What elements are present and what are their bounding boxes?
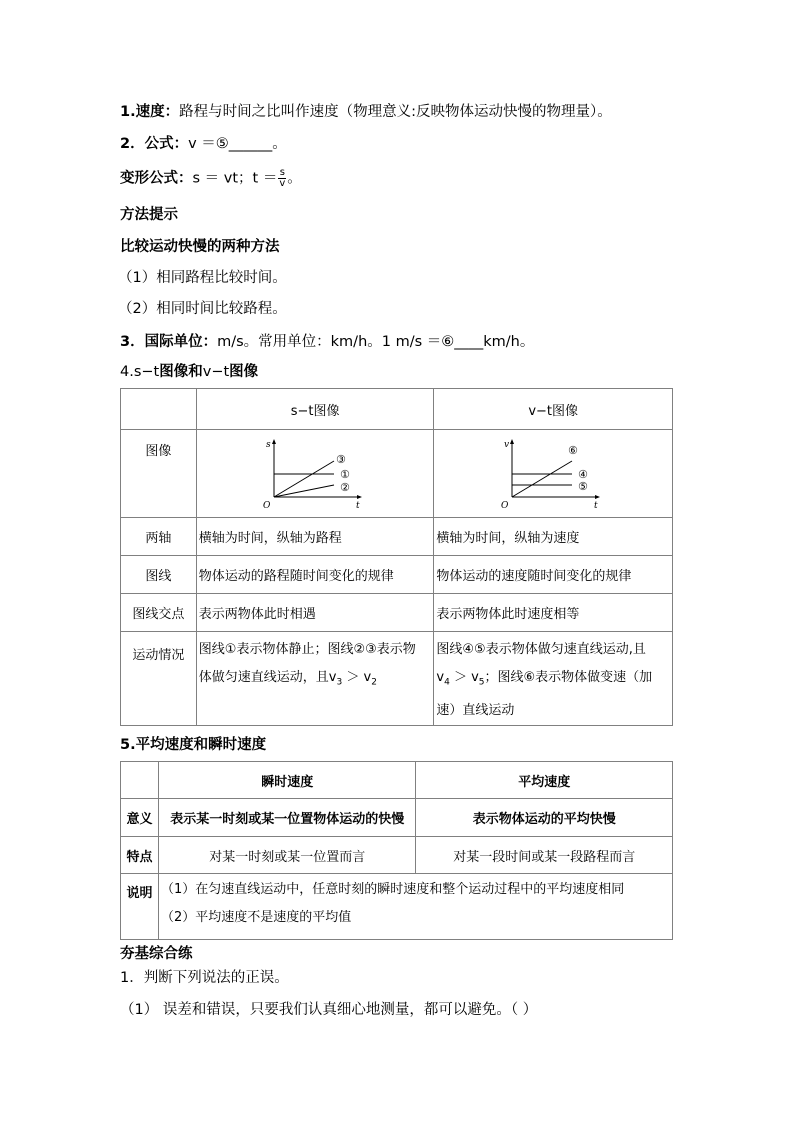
table-row — [121, 632, 673, 726]
deform-formula — [120, 168, 302, 189]
question-1: 1．判断下列说法的正误。 — [120, 970, 289, 986]
table2-row-label: 说明 — [121, 874, 159, 940]
vt-motion-text: ；图线⑥表示物体做变速（加 — [484, 670, 653, 685]
table-row — [121, 799, 673, 837]
vt-label-4: ④ — [578, 467, 589, 481]
table1-header-empty — [121, 389, 197, 430]
vt-x-arrow-icon — [595, 495, 600, 499]
section-2-formula — [120, 134, 287, 154]
st-y-label: s — [266, 439, 271, 450]
st-motion-sub: 3 — [336, 677, 343, 688]
velocity-comparison-table — [120, 761, 673, 940]
st-x-arrow-icon — [357, 495, 362, 499]
section-4-title — [120, 362, 258, 382]
table1-cell: 表示两物体此时速度相等 — [434, 594, 673, 632]
method-item-2: （2）相同时间比较路程。 — [118, 301, 287, 317]
deform-end: 。 — [287, 170, 302, 187]
table-row — [121, 837, 673, 874]
st-label-2: ② — [340, 480, 350, 494]
table1-row-label: 图线交点 — [121, 594, 197, 632]
fraction-numerator: s — [279, 167, 285, 178]
table2-row-label: 意义 — [121, 799, 159, 837]
table-row — [121, 874, 673, 940]
st-y-arrow-icon — [272, 439, 276, 444]
fraction-denominator: v — [279, 178, 286, 189]
section-2-text: v ＝⑤______。 — [188, 136, 287, 152]
vt-motion-text: ＞ v — [449, 670, 479, 685]
method-title: 方法提示 — [120, 207, 178, 223]
section-4-title-end: 图像 — [229, 364, 259, 380]
note-1: （1）在匀速直线运动中，任意时刻的瞬时速度和整个运动过程中的平均速度相同 — [160, 882, 625, 897]
vt-y-label: v — [504, 439, 510, 450]
practice-title: 夯基综合练 — [120, 946, 193, 962]
table1-row-label: 两轴 — [121, 518, 197, 556]
table2-header-instant: 瞬时速度 — [158, 762, 416, 799]
table1-cell — [434, 632, 673, 726]
st-graph — [260, 437, 370, 511]
table-row — [121, 518, 673, 556]
st-label-1: ① — [340, 467, 350, 481]
table-row — [121, 389, 673, 430]
deform-pre: s ＝ vt；t ＝ — [192, 170, 278, 187]
table1-cell: 表示两物体此时相遇 — [196, 594, 434, 632]
table2-cell: 对某一时刻或某一位置而言 — [158, 837, 416, 874]
table-row — [121, 594, 673, 632]
section-3-text: m/s。常用单位：km/h。1 m/s ＝⑥____km/h。 — [217, 334, 535, 350]
note-2: （2）平均速度不是速度的平均值 — [160, 910, 352, 925]
table1-cell: 物体运动的路程随时间变化的规律 — [196, 556, 434, 594]
table2-header-empty — [121, 762, 159, 799]
table2-cell: 表示物体运动的平均快慢 — [416, 799, 673, 837]
vt-y-arrow-icon — [510, 439, 514, 444]
vt-motion-sub: 5 — [478, 677, 485, 688]
vt-line-6 — [512, 461, 572, 497]
st-x-label: t — [356, 500, 360, 511]
section-1-speed — [120, 102, 612, 122]
table-row — [121, 762, 673, 799]
vt-graph — [498, 437, 608, 511]
table2-cell: 对某一段时间或某一段路程而言 — [416, 837, 673, 874]
table1-cell: 横轴为时间，纵轴为速度 — [434, 518, 673, 556]
section-4-title-mid: 图像和 — [159, 364, 203, 380]
table-row — [121, 430, 673, 518]
vt-motion-line-1: 图线④⑤表示物体做匀速直线运动,且 — [436, 642, 646, 657]
st-line-3 — [274, 461, 334, 497]
table1-cell: 物体运动的速度随时间变化的规律 — [434, 556, 673, 594]
vt-motion-sub: 4 — [444, 677, 450, 688]
vt-motion-line-2 — [436, 664, 670, 697]
fraction-s-over-v — [278, 168, 286, 189]
method-item-1: （1）相同路程比较时间。 — [118, 270, 287, 286]
table1-cell — [196, 632, 434, 726]
vt-x-label: t — [594, 500, 598, 511]
deform-label: 变形公式： — [120, 170, 193, 187]
st-graph-cell — [196, 430, 434, 518]
vt-motion-text: v — [436, 670, 445, 685]
table2-cell: 表示某一时刻或某一位置物体运动的快慢 — [158, 799, 416, 837]
st-motion-line-2 — [199, 664, 432, 697]
section-1-label: 1.速度： — [120, 104, 180, 120]
section-2-label: 2．公式： — [120, 136, 189, 152]
st-motion-text: 体做匀速直线运动，且v — [198, 670, 337, 685]
section-3-label: 3．国际单位： — [120, 334, 218, 350]
table1-row-label: 图线 — [121, 556, 197, 594]
table2-row-label: 特点 — [121, 837, 159, 874]
table1-header-st: s−t图像 — [196, 389, 434, 430]
vt-graph-cell — [434, 430, 673, 518]
st-vt-comparison-table — [120, 388, 673, 726]
section-4-title-mid2: v−t — [202, 364, 230, 380]
table1-header-vt: v−t图像 — [434, 389, 673, 430]
st-motion-text: ＞ v — [342, 670, 372, 685]
st-motion-sub: 2 — [371, 677, 377, 688]
st-origin-label: O — [263, 500, 271, 511]
table2-header-average: 平均速度 — [416, 762, 673, 799]
st-label-3: ③ — [336, 452, 346, 466]
table1-row-label: 运动情况 — [121, 632, 197, 726]
method-subtitle: 比较运动快慢的两种方法 — [120, 239, 280, 255]
vt-label-5: ⑤ — [578, 479, 589, 493]
table-row — [121, 556, 673, 594]
st-line-2 — [274, 485, 334, 497]
section-1-text: 路程与时间之比叫作速度（物理意义:反映物体运动快慢的物理量）。 — [179, 104, 612, 120]
table1-row-label: 图像 — [121, 430, 197, 518]
vt-origin-label: O — [501, 500, 509, 511]
section-3-units — [120, 332, 534, 352]
table2-note-cell — [158, 874, 672, 940]
section-4-title-pre: 4.s−t — [120, 364, 160, 380]
st-motion-line-1: 图线①表示物体静止；图线②③表示物 — [198, 642, 416, 657]
table1-cell: 横轴为时间，纵轴为路程 — [196, 518, 434, 556]
vt-motion-line-3: 速）直线运动 — [436, 702, 515, 718]
question-1-1: （1） 误差和错误，只要我们认真细心地测量，都可以避免。（ ） — [120, 1002, 538, 1018]
section-5-title: 5.平均速度和瞬时速度 — [120, 737, 267, 753]
vt-label-6: ⑥ — [568, 443, 579, 457]
